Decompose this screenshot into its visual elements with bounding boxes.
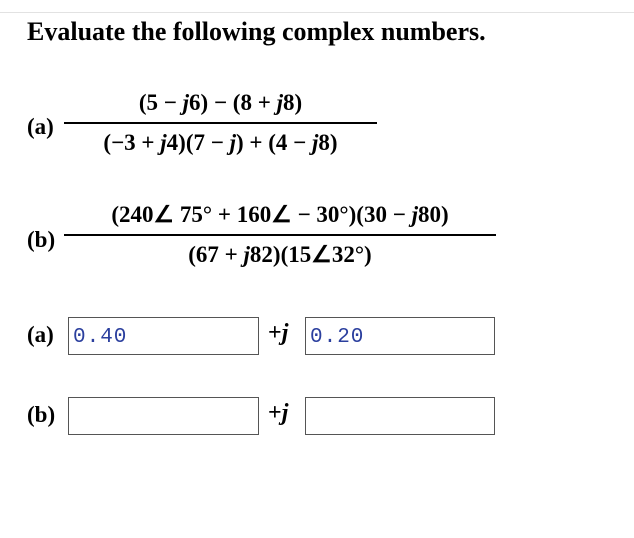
answer-b-imag-input[interactable]: [305, 397, 495, 435]
fraction-bar: [64, 234, 496, 236]
answer-a-plus-j: +j: [268, 320, 289, 346]
answer-b-label: (b): [27, 402, 56, 427]
problem-b-label: (b): [27, 227, 56, 252]
answer-b-plus-j: +j: [268, 400, 289, 426]
fraction-bar: [64, 122, 377, 124]
problem-a-label: (a): [27, 114, 54, 139]
problem-a-denominator: (−3 + j4)(7 − j) + (4 − j8): [103, 130, 338, 155]
problem-b-fraction: [64, 202, 496, 268]
answer-a-real-input[interactable]: [68, 317, 259, 355]
question-title: Evaluate the following complex numbers.: [27, 17, 486, 46]
answer-b-real-input[interactable]: [68, 397, 259, 435]
answer-a-label: (a): [27, 322, 54, 347]
problem-b-denominator: (67 + j82)(15∠32°): [188, 242, 372, 267]
answer-a-imag-input[interactable]: [305, 317, 495, 355]
problem-b-numerator: (240∠ 75° + 160∠ − 30°)(30 − j80): [111, 202, 449, 227]
problem-a-numerator: (5 − j6) − (8 + j8): [138, 90, 303, 115]
problem-a-fraction: [64, 90, 377, 156]
top-divider: [0, 12, 634, 13]
